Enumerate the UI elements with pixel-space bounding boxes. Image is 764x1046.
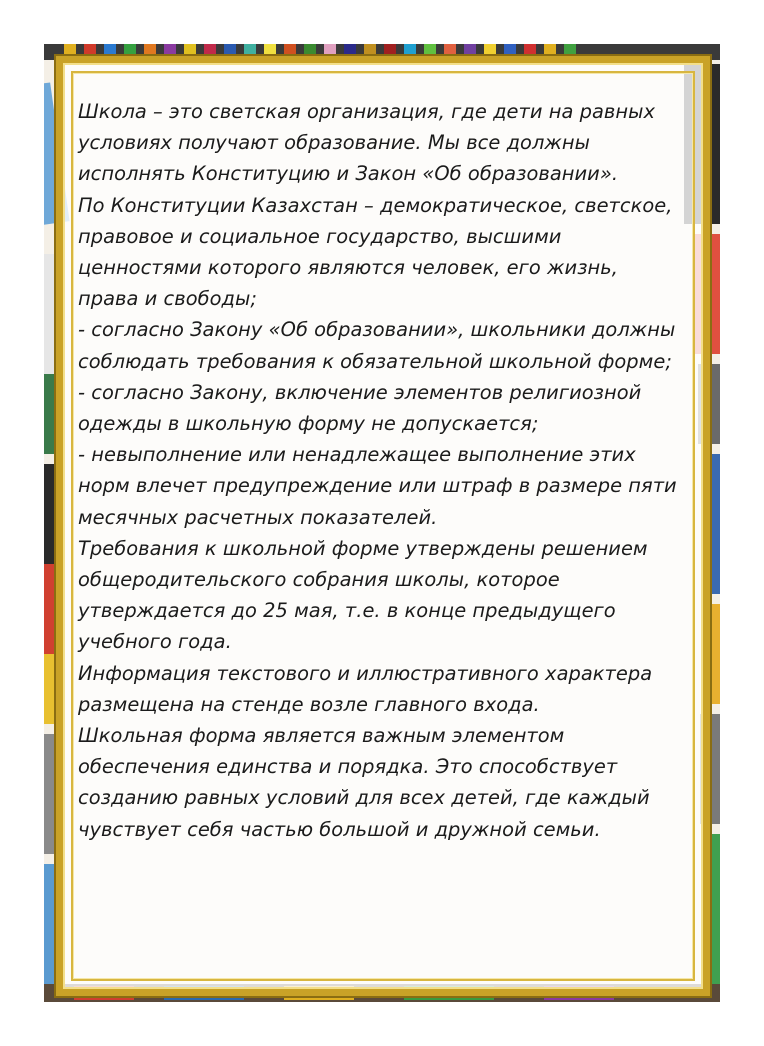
paragraph-uniform-importance: Школьная форма является важным элементом обеспечения единства и порядка. Это способствует созданию равных условий для всех детей, где каждый чувствует себя частью большой и дружной семьи. <box>78 724 650 841</box>
document-text <box>78 96 684 845</box>
paragraph-constitution: По Конституции Казахстан – демократическое, светское, правовое и социальное государство, высшими ценностями которого являются человек, его жизнь, права и свободы; <box>78 193 673 311</box>
paragraph-uniform-law: - согласно Закону «Об образовании», школьники должны соблюдать требования к обязательной школьной форме; <box>78 318 676 373</box>
paragraph-requirements: Требования к школьной форме утверждены решением общеродительского собрания школы, которое утверждается до 25 мая, т.е. в конце предыдущего учебного года. <box>78 536 648 654</box>
paragraph-penalty: - невыполнение или ненадлежащее выполнение этих норм влечет предупреждение или штраф в размере пяти месячных расчетных показателей. <box>78 443 677 529</box>
paragraph-information-stand: Информация текстового и иллюстративного характера размещена на стенде возле главного входа. <box>78 661 653 716</box>
paragraph-school-secular: Школа – это светская организация, где дети на равных условиях получают образование. Мы все должны исполнять Конституцию и Закон «Об образовании». <box>78 100 655 186</box>
poster <box>44 44 720 1002</box>
paragraph-religious-clothing: - согласно Закону, включение элементов религиозной одежды в школьную форму не допускается; <box>78 380 642 436</box>
